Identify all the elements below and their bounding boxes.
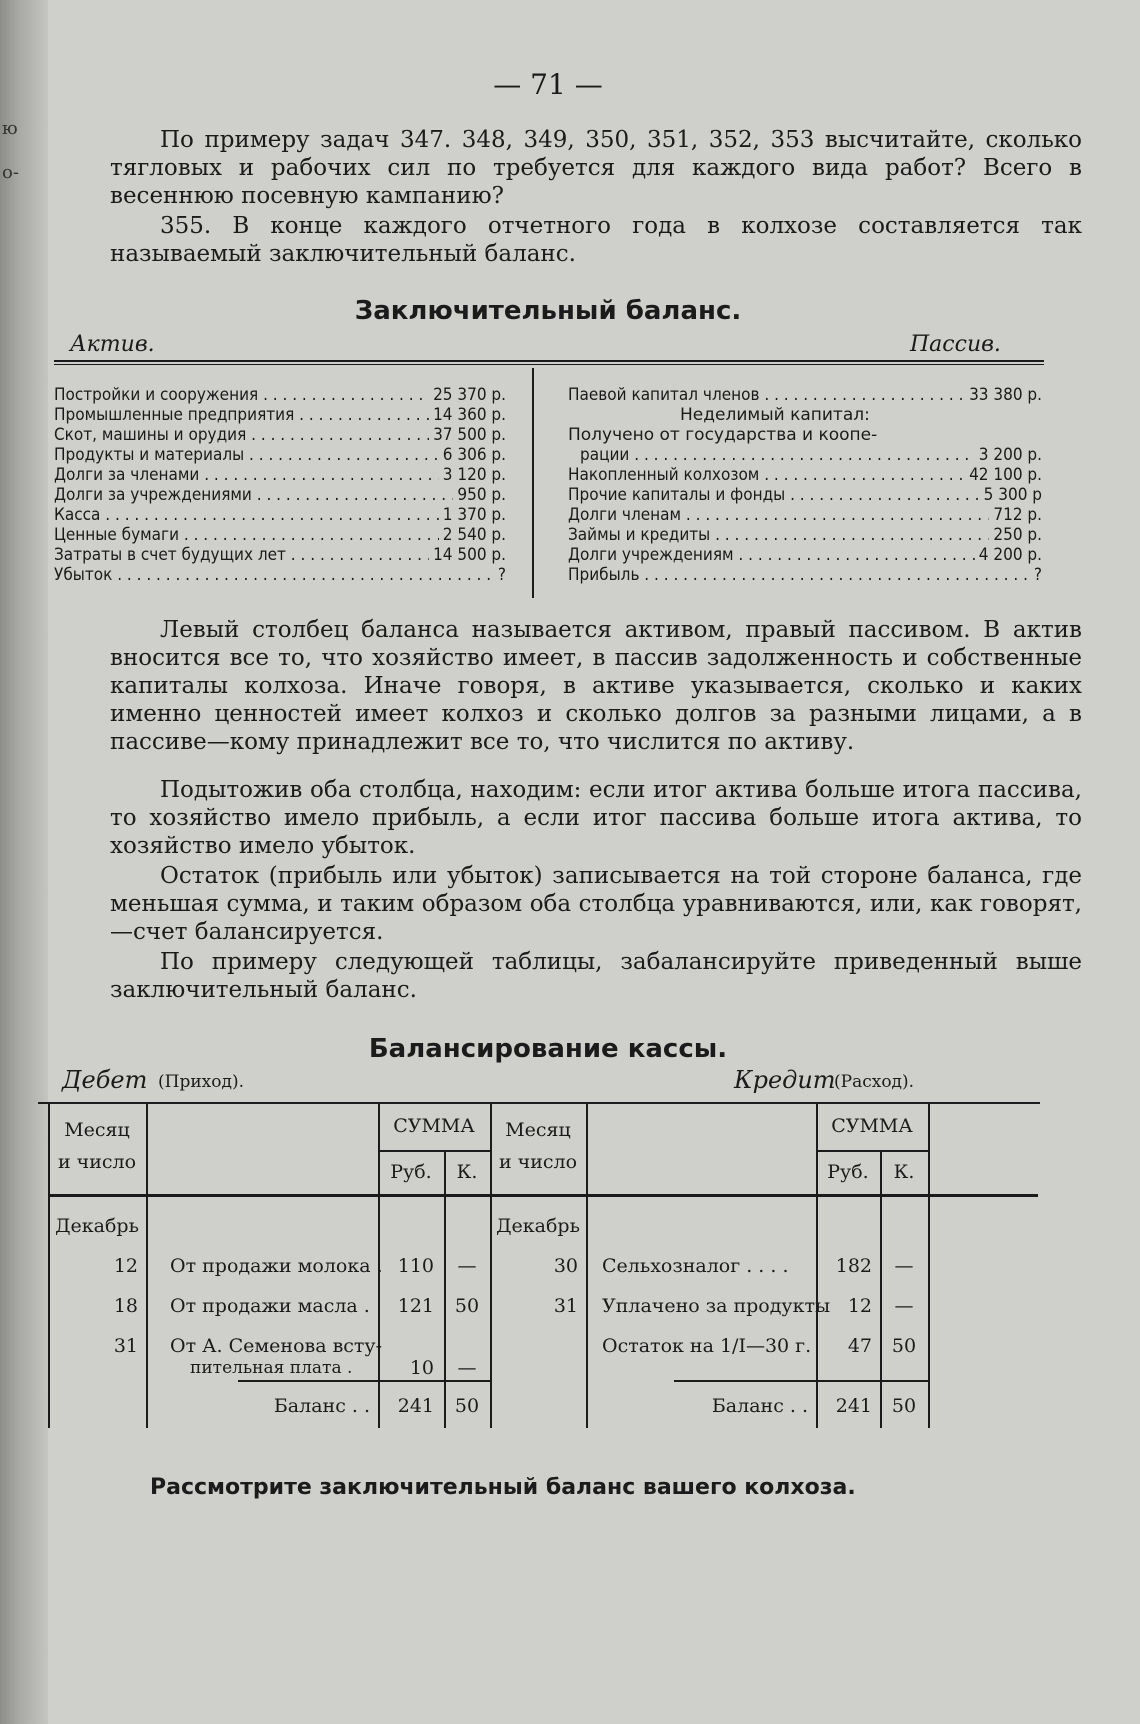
aktiv-row-amount: 14 360 р. bbox=[433, 405, 506, 425]
aktiv-row-label: Скот, машины и орудия . . . bbox=[54, 424, 429, 446]
passiv-row-amount: 712 р. bbox=[993, 505, 1042, 525]
balance-title: Заключительный баланс. bbox=[354, 296, 742, 326]
credit-kop: 50 bbox=[891, 1335, 917, 1357]
header-rub: Руб. bbox=[827, 1161, 869, 1183]
passiv-row-amount: 5 300 р bbox=[983, 485, 1042, 505]
passiv-row-amount: 3 200 р. bbox=[978, 445, 1042, 465]
debit-kop: — bbox=[457, 1357, 477, 1379]
passiv-wrapped-line: Получено от государства и коопе- bbox=[568, 425, 878, 445]
debit-rub: 110 bbox=[397, 1255, 434, 1277]
aktiv-row-amount: 950 р. bbox=[457, 485, 506, 505]
aktiv-row-amount: 25 370 р. bbox=[433, 385, 506, 405]
table-grid-line bbox=[816, 1150, 928, 1152]
header-month-line2: и число bbox=[498, 1151, 578, 1173]
header-rub: Руб. bbox=[390, 1161, 432, 1183]
header-kop: К. bbox=[893, 1161, 915, 1183]
credit-kop: — bbox=[894, 1295, 914, 1317]
passiv-row bbox=[568, 504, 1042, 526]
balance-top-rule-thin bbox=[54, 364, 1044, 365]
passiv-subheading: Неделимый капитал: bbox=[680, 405, 870, 425]
passiv-row bbox=[568, 544, 1042, 566]
debit-description-line1: От А. Семенова всту- bbox=[170, 1335, 383, 1357]
passiv-row-label: Прочие капиталы и фонды . . . bbox=[568, 484, 980, 506]
table-grid-line bbox=[378, 1150, 490, 1152]
paragraph-task-intro: По примеру задач 347. 348, 349, 350, 351, 352, 353 высчитайте, сколько тягловых и рабочих сил по требуется для каждого вида работ? Всего в весеннюю посевную кампанию? bbox=[110, 127, 1082, 209]
passiv-row bbox=[580, 444, 1042, 466]
table-grid-line bbox=[928, 1104, 930, 1428]
debit-month: Декабрь bbox=[55, 1215, 139, 1237]
aktiv-row bbox=[54, 464, 506, 486]
credit-month: Декабрь bbox=[496, 1215, 580, 1237]
aktiv-row-amount: 3 120 р. bbox=[442, 465, 506, 485]
debit-rub: 121 bbox=[397, 1295, 434, 1317]
aktiv-row-amount: 37 500 р. bbox=[433, 425, 506, 445]
passiv-row-label: Займы и кредиты . . . bbox=[568, 524, 989, 546]
aktiv-row-label: Продукты и материалы . . . bbox=[54, 444, 439, 466]
header-sum: СУММА bbox=[831, 1115, 913, 1137]
credit-description: Уплачено за продукты bbox=[602, 1295, 831, 1317]
debit-kop: — bbox=[457, 1255, 477, 1277]
aktiv-row-label: Касса . . . bbox=[54, 504, 439, 526]
table-grid-line bbox=[586, 1104, 588, 1428]
passiv-row bbox=[568, 524, 1042, 546]
aktiv-row bbox=[54, 404, 506, 426]
page-number: — 71 — bbox=[493, 68, 603, 101]
credit-total-kop: 50 bbox=[891, 1395, 917, 1417]
debit-rub: 10 bbox=[409, 1357, 434, 1379]
passiv-label: Пассив. bbox=[910, 332, 1001, 357]
credit-rub: 182 bbox=[835, 1255, 872, 1277]
table-total-rule bbox=[238, 1380, 490, 1382]
table-header-rule bbox=[48, 1194, 1038, 1197]
debit-day: 18 bbox=[113, 1295, 138, 1317]
debit-total-label: Баланс . . bbox=[273, 1395, 370, 1417]
passiv-row-amount: ? bbox=[1033, 565, 1042, 585]
passiv-row-amount: 250 р. bbox=[993, 525, 1042, 545]
debit-description: От продажи масла . bbox=[170, 1295, 370, 1317]
header-month-line1: Месяц bbox=[64, 1119, 130, 1141]
credit-sublabel: (Расход). bbox=[834, 1072, 915, 1092]
paragraph-remainder: Остаток (прибыль или убыток) записывается на той стороне баланса, где меньшая сумма, и таким образом оба столбца уравниваются, или, как говорят,—счет балансируется. bbox=[110, 863, 1082, 945]
aktiv-row-label: Убыток . . . bbox=[54, 564, 494, 586]
passiv-row-label: Прибыль . . . bbox=[568, 564, 1028, 586]
balance-top-rule bbox=[54, 360, 1044, 362]
closing-instruction: Рассмотрите заключительный баланс вашего колхоза. bbox=[150, 1475, 856, 1500]
debit-sublabel: (Приход). bbox=[158, 1072, 244, 1092]
passiv-row-label: Паевой капитал членов . . . bbox=[568, 384, 965, 406]
passiv-row-amount: 42 100 р. bbox=[969, 465, 1042, 485]
book-spine-shadow bbox=[0, 0, 48, 1724]
aktiv-row-amount: 14 500 р. bbox=[433, 545, 506, 565]
table-grid-line bbox=[444, 1150, 446, 1428]
debit-label: Дебет bbox=[62, 1066, 148, 1094]
aktiv-row-amount: 6 306 р. bbox=[442, 445, 506, 465]
debit-total-kop: 50 bbox=[454, 1395, 480, 1417]
passiv-row-amount: 4 200 р. bbox=[978, 545, 1042, 565]
passiv-row bbox=[568, 464, 1042, 486]
aktiv-row bbox=[54, 544, 506, 566]
passiv-row bbox=[568, 564, 1042, 586]
spine-fragment-1: ю bbox=[2, 118, 18, 139]
aktiv-row bbox=[54, 524, 506, 546]
aktiv-row bbox=[54, 484, 506, 506]
credit-description: Остаток на 1/I—30 г. bbox=[602, 1335, 812, 1357]
debit-day: 31 bbox=[113, 1335, 138, 1357]
aktiv-row bbox=[54, 444, 506, 466]
paragraph-explanation: Левый столбец баланса называется активом, правый пассивом. В актив вносится все то, что хозяйство имеет, в пассив задолженность и собственные капиталы колхоза. Иначе говоря, в активе указывается, сколько и каких именно ценностей имеет колхоз и сколько долгов за разными лицами, а в пассиве—кому принадлежит все то, что числится по активу. bbox=[110, 617, 1082, 755]
cash-table-top-rule bbox=[38, 1102, 1040, 1104]
passiv-row-label: Долги учреждениям . . . bbox=[568, 544, 975, 566]
header-sum: СУММА bbox=[393, 1115, 475, 1137]
credit-day: 31 bbox=[553, 1295, 578, 1317]
aktiv-row-label: Ценные бумаги . . . bbox=[54, 524, 439, 546]
aktiv-row-label: Затраты в счет будущих лет . . . bbox=[54, 544, 429, 566]
debit-description-line2: пительная плата . bbox=[190, 1358, 353, 1378]
credit-kop: — bbox=[894, 1255, 914, 1277]
debit-day: 12 bbox=[113, 1255, 138, 1277]
paragraph-instruction: По примеру следующей таблицы, забалансируйте приведенный выше заключительный баланс. bbox=[110, 949, 1082, 1003]
table-grid-line bbox=[146, 1104, 148, 1428]
table-total-rule bbox=[674, 1380, 928, 1382]
credit-label: Кредит bbox=[734, 1066, 836, 1094]
passiv-row bbox=[568, 484, 1042, 506]
credit-total-rub: 241 bbox=[835, 1395, 872, 1417]
credit-rub: 47 bbox=[847, 1335, 872, 1357]
aktiv-row bbox=[54, 384, 506, 406]
debit-description: От продажи молока . bbox=[170, 1255, 383, 1277]
aktiv-row-amount: ? bbox=[497, 565, 506, 585]
passiv-row bbox=[568, 384, 1042, 406]
book-page bbox=[48, 0, 1140, 1724]
credit-day: 30 bbox=[553, 1255, 578, 1277]
paragraph-summing: Подытожив оба столбца, находим: если итог актива больше итога пассива, то хозяйство имело прибыль, а если итог пассива больше итога актива, то хозяйство имело убыток. bbox=[110, 777, 1082, 859]
header-kop: К. bbox=[456, 1161, 478, 1183]
aktiv-row-label: Постройки и сооружения . . . bbox=[54, 384, 429, 406]
aktiv-row-amount: 2 540 р. bbox=[442, 525, 506, 545]
cash-title: Балансирование кассы. bbox=[368, 1034, 728, 1064]
aktiv-row bbox=[54, 424, 506, 446]
balance-column-divider bbox=[532, 368, 534, 598]
header-month-line1: Месяц bbox=[505, 1119, 571, 1141]
debit-kop: 50 bbox=[454, 1295, 480, 1317]
credit-description: Сельхозналог . . . . bbox=[602, 1255, 789, 1277]
aktiv-row bbox=[54, 564, 506, 586]
spine-fragment-2: о- bbox=[2, 162, 19, 183]
credit-total-label: Баланс . . bbox=[711, 1395, 808, 1417]
aktiv-row-label: Долги за членами . . . bbox=[54, 464, 439, 486]
aktiv-row-label: Промышленные предприятия . . . bbox=[54, 404, 429, 426]
credit-rub: 12 bbox=[847, 1295, 872, 1317]
aktiv-row-label: Долги за учреждениями . . . bbox=[54, 484, 453, 506]
aktiv-label: Актив. bbox=[70, 332, 155, 357]
debit-total-rub: 241 bbox=[397, 1395, 434, 1417]
table-grid-line bbox=[880, 1150, 882, 1428]
passiv-row-label: рации . . . bbox=[580, 444, 975, 466]
passiv-row-label: Накопленный колхозом . . . bbox=[568, 464, 965, 486]
paragraph-task-355: 355. В конце каждого отчетного года в колхозе составляется так называемый заключительный баланс. bbox=[110, 213, 1082, 267]
passiv-row-amount: 33 380 р. bbox=[969, 385, 1042, 405]
passiv-row-label: Долги членам . . . bbox=[568, 504, 989, 526]
header-month-line2: и число bbox=[57, 1151, 137, 1173]
aktiv-row bbox=[54, 504, 506, 526]
aktiv-row-amount: 1 370 р. bbox=[442, 505, 506, 525]
